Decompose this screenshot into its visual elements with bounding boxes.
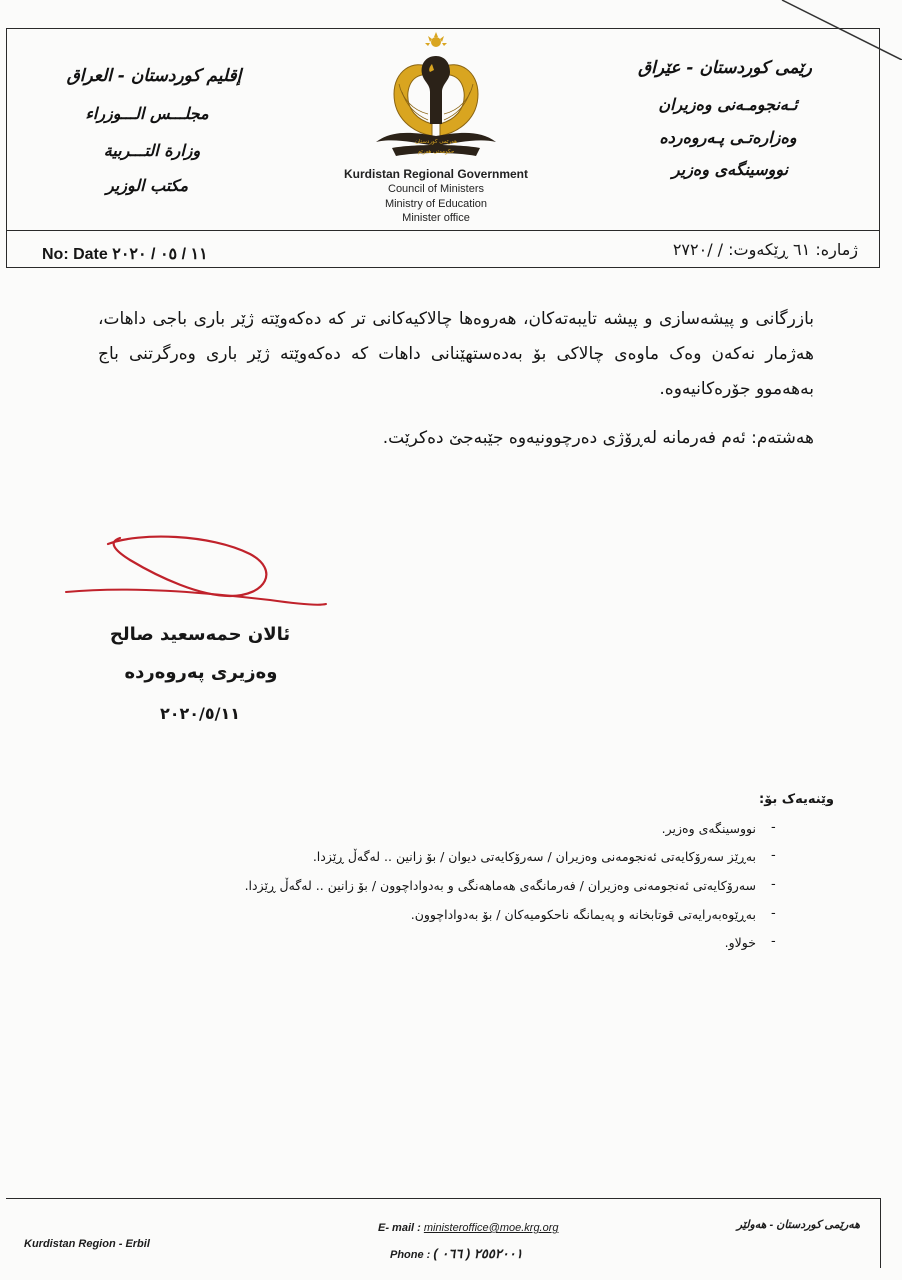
letterhead-divider: [6, 230, 880, 231]
header-left-office: مكتب الوزير: [105, 176, 189, 195]
header-ministry: Ministry of Education: [384, 198, 488, 210]
copy-bullet-dash: -: [771, 848, 776, 863]
footer-phone-label: Phone :: [390, 1249, 431, 1261]
header-office: Minister office: [402, 212, 470, 224]
footer-email-row: [378, 1222, 559, 1234]
copy-bullet-dash: -: [771, 906, 776, 921]
copy-bullet-dash: -: [771, 820, 776, 835]
copy-bullet-dash: -: [771, 877, 776, 892]
header-gov-name: Kurdistan Regional Government: [343, 167, 529, 181]
header-left-ministry: وزارة التـــربية: [103, 141, 201, 160]
copy-item: بەڕێز سەرۆکایەتی ئەنجومەنی وەزیران / سەرۆکایەتی دیوان / بۆ زانین .. لەگەڵ ڕێزدا.: [312, 849, 756, 864]
svg-text:هەرێمی کوردستان: هەرێمی کوردستان: [414, 139, 458, 145]
footer-location-kurdish: هەرێمی کوردستان - هەولێر: [736, 1219, 860, 1231]
header-right-ministry: وەزارەتـی پـەروەردە: [659, 128, 797, 147]
krg-emblem-icon: [372, 32, 500, 162]
copy-bullet-dash: -: [771, 934, 776, 949]
copies-heading: وێنەیەک بۆ:: [759, 792, 834, 807]
page-fold-mark: [770, 0, 902, 60]
body-clause-eighth: هەشتەم: ئەم فەرمانە لەڕۆژی دەرچوونیەوە جێبەجێ دەکرێت.: [382, 428, 814, 448]
footer-phone-row: [390, 1246, 523, 1262]
signature-date: ٢٠٢٠/٥/١١: [159, 704, 241, 723]
footer-rule: [6, 1198, 880, 1199]
svg-text:حکومەتی هەرێم: حکومەتی هەرێم: [417, 149, 455, 155]
ref-number-date-right: ژمارە: ٦١ ڕێکەوت: / /٢٧٢٠: [672, 240, 858, 259]
copy-item: بەڕێوەبەرایەتی قوتابخانە و پەیمانگە ناحکومیەکان / بۆ بەدواداچوون.: [410, 907, 756, 922]
footer-location: Kurdistan Region - Erbil: [24, 1238, 150, 1250]
header-right-region: رێمی کوردستان - عێراق: [637, 58, 812, 78]
copy-item: سەرۆکایەتی ئەنجومەنی وەزیران / فەرمانگەی هەماهەنگی و بەدواداچوون / بۆ زانین .. لەگەڵ ڕێزدا.: [244, 878, 756, 893]
header-left-council: مجلـــس الـــوزراء: [85, 104, 209, 123]
handwritten-signature: [60, 530, 340, 620]
header-right-council: ئـەنجومـەنی وەزیران: [658, 95, 798, 114]
signatory-title: وەزیری پەروەردە: [124, 662, 278, 683]
footer-email-link[interactable]: ministeroffice@moe.krg.org: [423, 1222, 559, 1234]
copy-item: خولاو.: [724, 935, 756, 950]
header-left-region: إقليم كوردستان - العراق: [66, 66, 242, 86]
ref-number-date-left: No: Date ١١ / ٠٥ / ٢٠٢٠: [42, 246, 208, 263]
footer-side-rule: [880, 1198, 881, 1268]
footer-phone-number: ( ٠٦٦ ) ٢٥٥٢٠٠١: [433, 1246, 523, 1261]
body-paragraph: بازرگانی و پیشەسازی و پیشە تایبەتەکان، هەروەها چالاکیەکانی تر کە دەکەوێتە ژێر باری باجی داهات، هەژمار نەکەن وەک ماوەی چالاکی بۆ بەدەستهێنانی داهات کە دەکەوێتە ژێر باری وەرگرتنی باج بەهەموو جۆرەکانیەوە.: [98, 309, 814, 399]
copy-item: نووسینگەی وەزیر.: [661, 821, 756, 836]
header-right-office: نووسینگەی وەزیر: [671, 160, 789, 179]
footer-email-label: E- mail :: [378, 1222, 421, 1234]
signatory-name: ئالان حمەسعید صالح: [109, 624, 291, 645]
header-council: Council of Ministers: [388, 183, 484, 195]
